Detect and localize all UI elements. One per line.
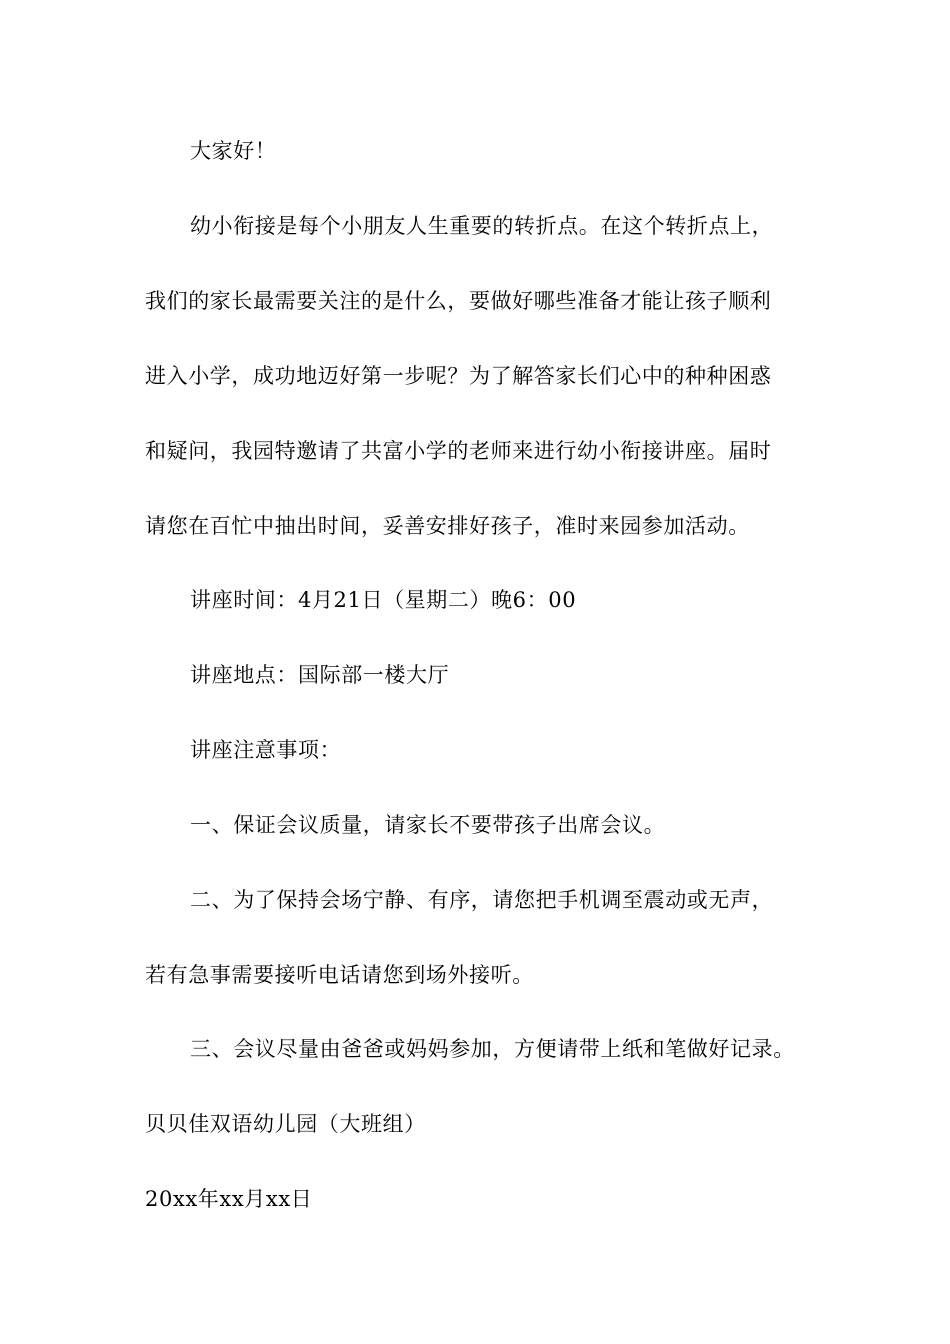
note-1: 一、保证会议质量，请家长不要带孩子出席会议。 [190, 813, 666, 837]
lecture-time: 讲座时间：4月21日（星期二）晚6：00 [190, 588, 577, 612]
greeting: 大家好！ [190, 139, 277, 163]
lecture-place: 讲座地点：国际部一楼大厅 [190, 663, 450, 687]
body-line-2: 我们的家长最需要关注的是什么，要做好哪些准备才能让孩子顺利 [145, 289, 772, 313]
note-2-line-1: 二、为了保持会场宁静、有序，请您把手机调至震动或无声， [190, 888, 774, 912]
notes-title: 讲座注意事项： [190, 738, 342, 762]
signature: 贝贝佳双语幼儿园（大班组） [145, 1112, 426, 1136]
date: 20xx年xx月xx日 [145, 1187, 313, 1211]
note-3: 三、会议尽量由爸爸或妈妈参加，方便请带上纸和笔做好记录。 [190, 1037, 795, 1061]
body-line-5: 请您在百忙中抽出时间，妥善安排好孩子，准时来园参加活动。 [145, 514, 750, 538]
body-line-1: 幼小衔接是每个小朋友人生重要的转折点。在这个转折点上， [190, 214, 774, 238]
body-line-4: 和疑问，我园特邀请了共富小学的老师来进行幼小衔接讲座。届时 [145, 439, 772, 463]
note-2-line-2: 若有急事需要接听电话请您到场外接听。 [145, 963, 534, 987]
body-line-3: 进入小学，成功地迈好第一步呢？为了解答家长们心中的种种困惑 [145, 364, 772, 388]
